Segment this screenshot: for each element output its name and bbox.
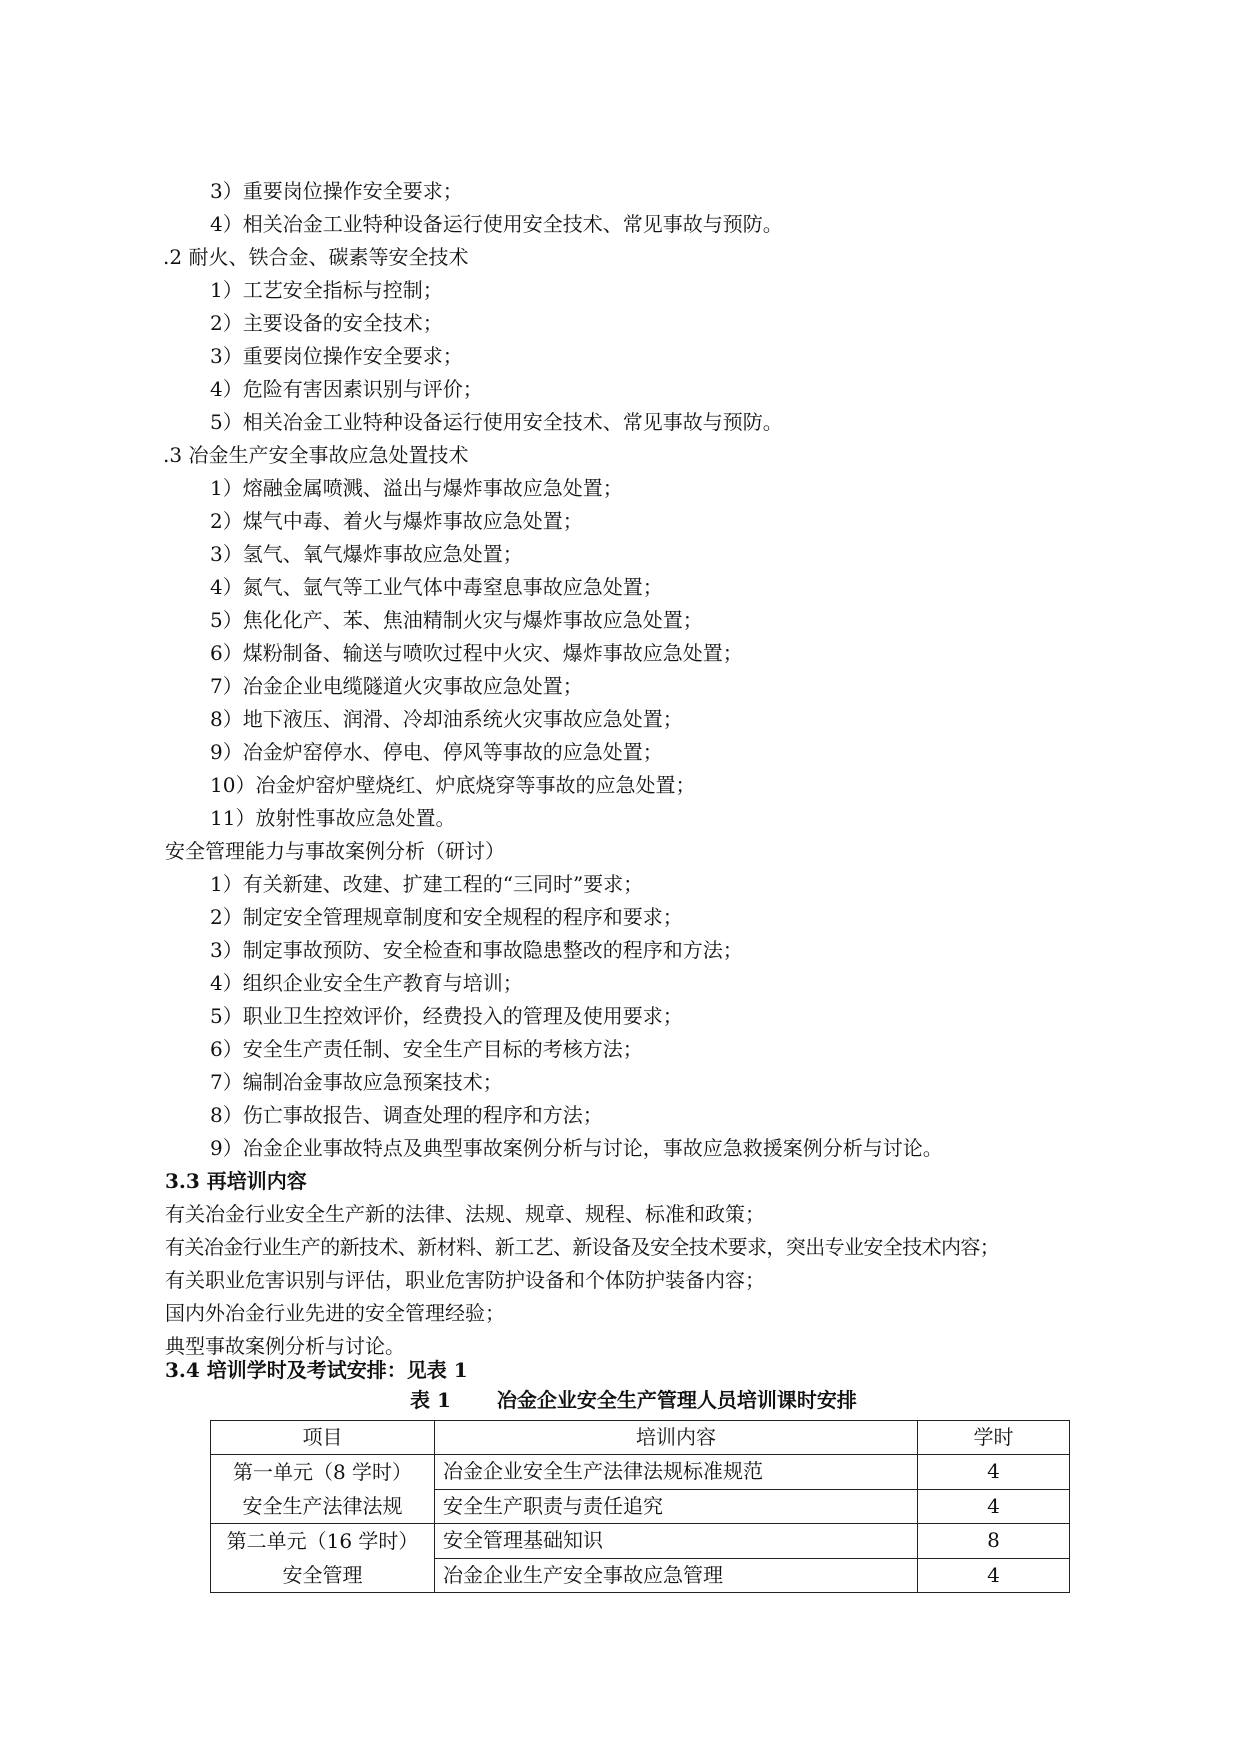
content-cell: 冶金企业生产安全事故应急管理 — [435, 1558, 918, 1593]
text-line: 1）工艺安全指标与控制； — [210, 278, 443, 302]
text-line: 4）氮气、氩气等工业气体中毒窒息事故应急处置； — [210, 575, 663, 599]
text-line: 7）编制冶金事故应急预案技术； — [210, 1070, 503, 1094]
text-line: 4）组织企业安全生产教育与培训； — [210, 971, 523, 995]
section-heading: 安全管理能力与事故案例分析（研讨） — [165, 839, 505, 863]
table-row — [211, 1455, 1070, 1490]
hours-cell: 4 — [918, 1455, 1070, 1490]
text-line: 9）冶金企业事故特点及典型事故案例分析与讨论，事故应急救援案例分析与讨论。 — [210, 1136, 943, 1160]
text-line: 5）焦化化产、苯、焦油精制火灾与爆炸事故应急处置； — [210, 608, 703, 632]
table-header-cell: 项目 — [211, 1421, 435, 1455]
section-heading: .3 冶金生产安全事故应急处置技术 — [163, 443, 469, 467]
text-line: 3）制定事故预防、安全检查和事故隐患整改的程序和方法； — [210, 938, 743, 962]
text-line: 2）主要设备的安全技术； — [210, 311, 443, 335]
text-line: 典型事故案例分析与讨论。 — [165, 1334, 405, 1358]
table-caption-title: 冶金企业安全生产管理人员培训课时安排 — [496, 1388, 857, 1412]
text-line: 国内外冶金行业先进的安全管理经验； — [165, 1301, 505, 1325]
content-cell: 冶金企业安全生产法律法规标准规范 — [435, 1455, 918, 1490]
text-line: 有关冶金行业生产的新技术、新材料、新工艺、新设备及安全技术要求，突出专业安全技术内容； — [165, 1235, 1000, 1259]
text-line: 4）相关冶金工业特种设备运行使用安全技术、常见事故与预防。 — [210, 212, 783, 236]
text-line: 1）熔融金属喷溅、溢出与爆炸事故应急处置； — [210, 476, 623, 500]
unit-cell — [211, 1455, 435, 1524]
unit-line: 安全管理 — [282, 1563, 363, 1587]
hours-cell: 8 — [918, 1524, 1070, 1559]
section-heading: .2 耐火、铁合金、碳素等安全技术 — [163, 245, 469, 269]
text-line: 9）冶金炉窑停水、停电、停风等事故的应急处置； — [210, 740, 663, 764]
content-cell: 安全生产职责与责任追究 — [435, 1489, 918, 1524]
table-caption — [410, 1388, 857, 1412]
text-line: 4）危险有害因素识别与评价； — [210, 377, 483, 401]
text-line: 5）职业卫生控效评价，经费投入的管理及使用要求； — [210, 1004, 683, 1028]
text-line: 10）冶金炉窑炉壁烧红、炉底烧穿等事故的应急处置； — [210, 773, 696, 797]
table-header-cell: 培训内容 — [435, 1421, 918, 1455]
hours-cell: 4 — [918, 1489, 1070, 1524]
text-line: 8）伤亡事故报告、调查处理的程序和方法； — [210, 1103, 603, 1127]
text-line: 1）有关新建、改建、扩建工程的“三同时”要求； — [210, 872, 644, 896]
training-hours-table — [210, 1420, 1070, 1593]
unit-cell — [211, 1524, 435, 1593]
text-line: 有关职业危害识别与评估，职业危害防护设备和个体防护装备内容； — [165, 1268, 765, 1292]
table-header-cell: 学时 — [918, 1421, 1070, 1455]
unit-line: 第一单元（8 学时） — [232, 1460, 413, 1484]
text-line: 3）重要岗位操作安全要求； — [210, 344, 463, 368]
table-caption-number: 表 1 — [410, 1388, 451, 1412]
hours-cell: 4 — [918, 1558, 1070, 1593]
text-line: 5）相关冶金工业特种设备运行使用安全技术、常见事故与预防。 — [210, 410, 783, 434]
text-line: 3）重要岗位操作安全要求； — [210, 179, 463, 203]
text-line: 11）放射性事故应急处置。 — [210, 806, 456, 830]
text-line: 6）煤粉制备、输送与喷吹过程中火灾、爆炸事故应急处置； — [210, 641, 743, 665]
unit-line: 安全生产法律法规 — [242, 1494, 403, 1518]
text-line: 2）煤气中毒、着火与爆炸事故应急处置； — [210, 509, 583, 533]
text-line: 有关冶金行业安全生产新的法律、法规、规章、规程、标准和政策； — [165, 1202, 765, 1226]
content-cell: 安全管理基础知识 — [435, 1524, 918, 1559]
text-line: 7）冶金企业电缆隧道火灾事故应急处置； — [210, 674, 583, 698]
table-header-row — [211, 1421, 1070, 1455]
text-line: 6）安全生产责任制、安全生产目标的考核方法； — [210, 1037, 643, 1061]
section-heading: 3.4 培训学时及考试安排：见表 1 — [165, 1358, 468, 1382]
text-line: 3）氢气、氧气爆炸事故应急处置； — [210, 542, 523, 566]
table-row — [211, 1524, 1070, 1559]
text-line: 8）地下液压、润滑、冷却油系统火灾事故应急处置； — [210, 707, 683, 731]
text-line: 2）制定安全管理规章制度和安全规程的程序和要求； — [210, 905, 683, 929]
unit-line: 第二单元（16 学时） — [226, 1529, 419, 1553]
section-heading: 3.3 再培训内容 — [165, 1169, 307, 1193]
